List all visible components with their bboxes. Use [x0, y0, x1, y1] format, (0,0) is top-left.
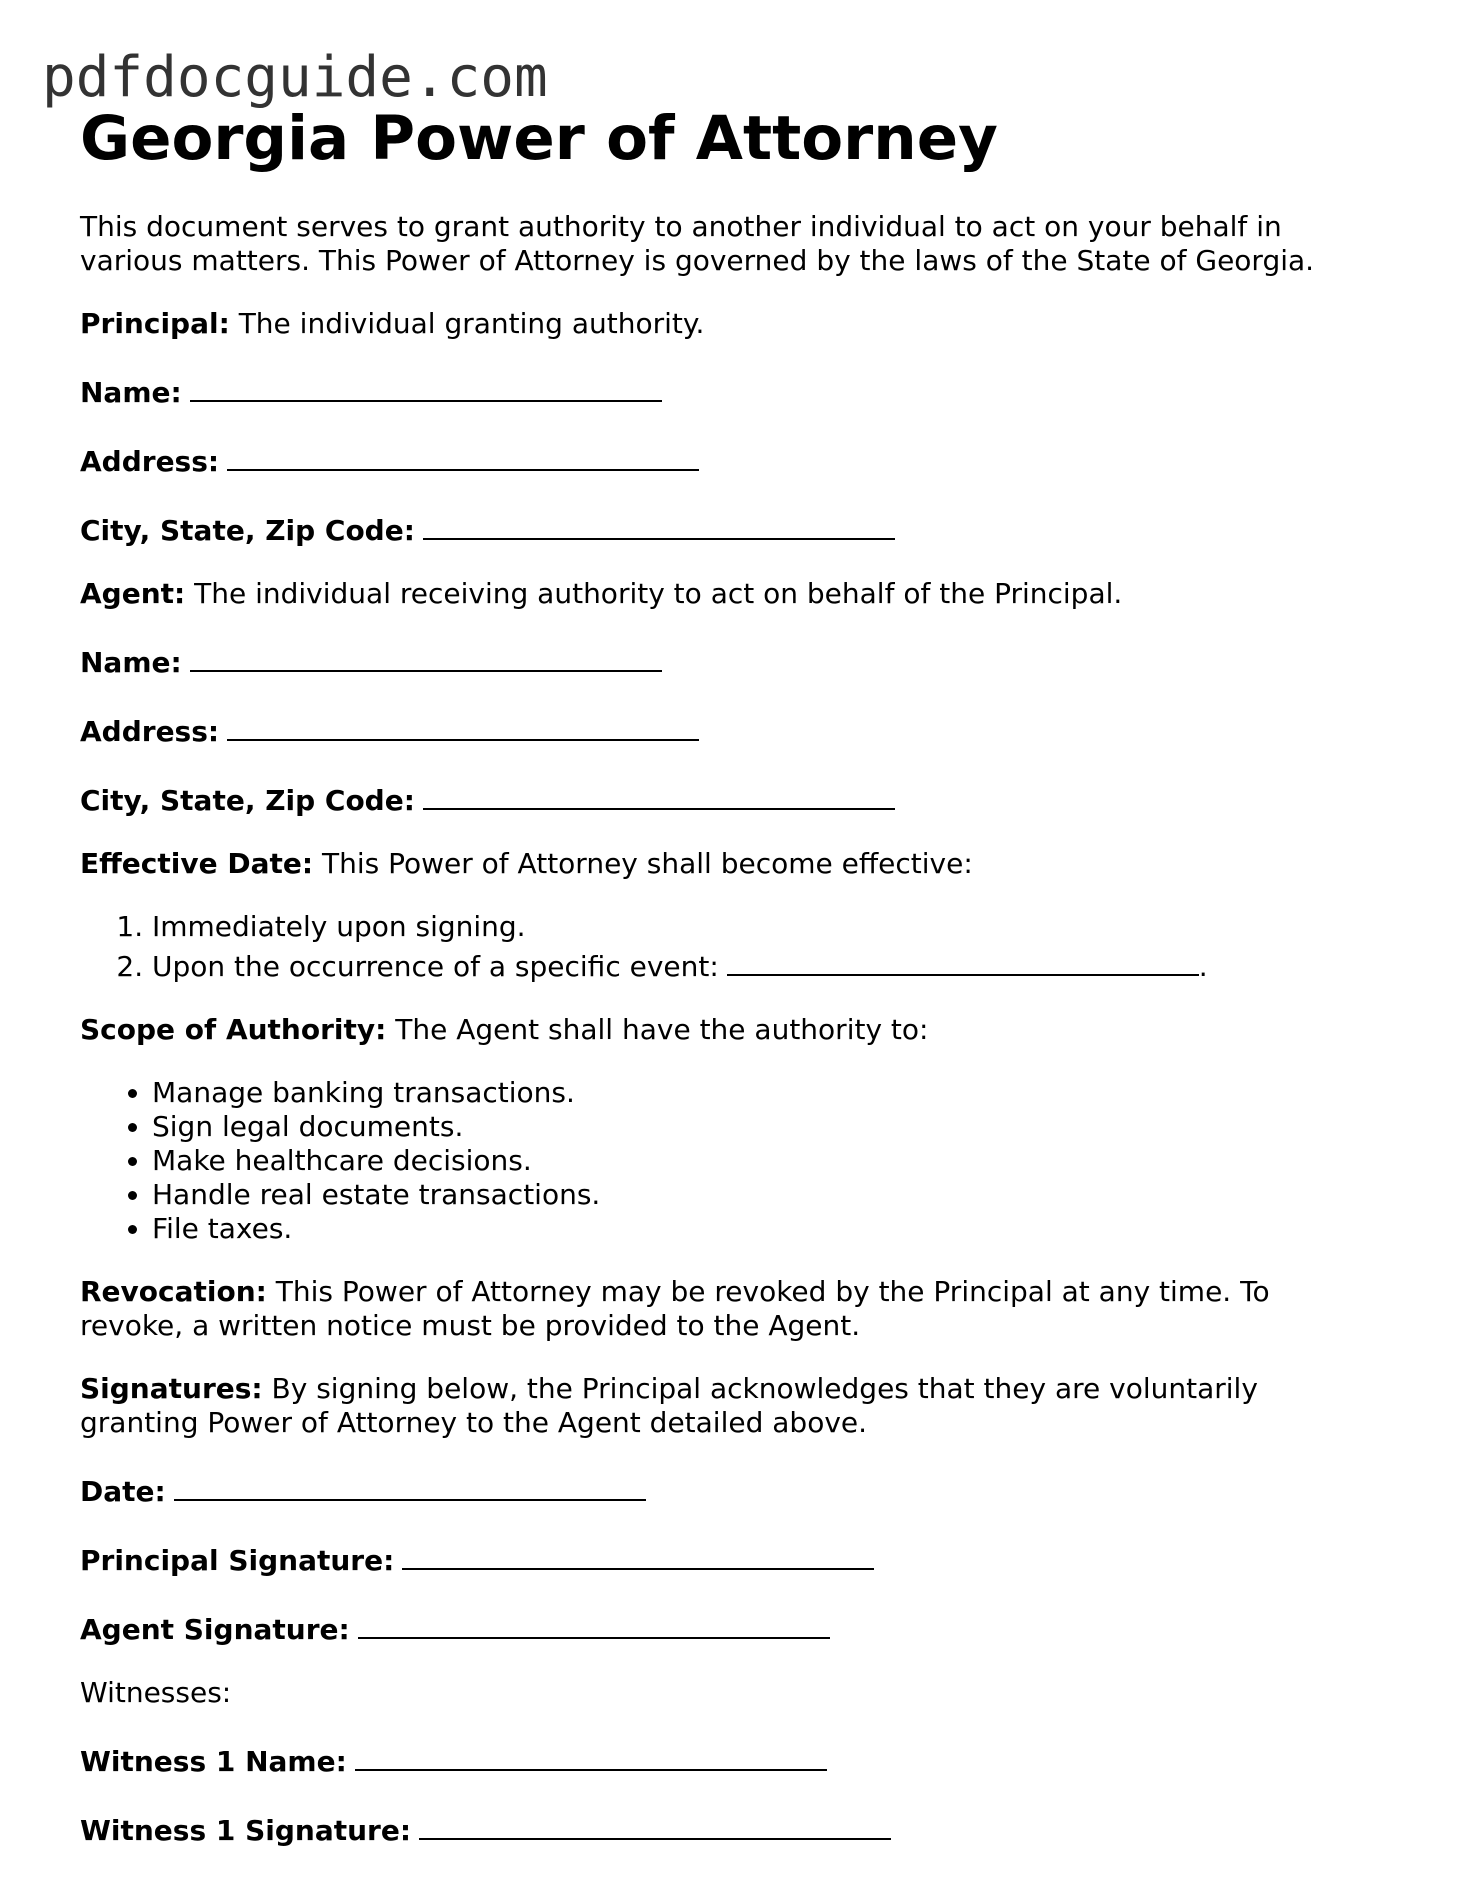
principal-signature-row [80, 1538, 1380, 1578]
agent-name-label: Name: [80, 646, 182, 679]
signatures-text: By signing below, the Principal acknowledges that they are voluntarily granting Power of Attorney to the Agent detailed above. [80, 1372, 1258, 1439]
agent-signature-row [80, 1607, 1380, 1647]
witness1-signature-label: Witness 1 Signature: [80, 1814, 412, 1847]
scope-heading: Scope of Authority: [80, 1013, 387, 1046]
effective-option-label: Immediately upon signing. [152, 910, 526, 943]
revocation-text: This Power of Attorney may be revoked by the Principal at any time. To revoke, a written notice must be provided to the Agent. [80, 1275, 1270, 1342]
witness1-signature-field[interactable] [419, 1808, 891, 1840]
agent-address-label: Address: [80, 715, 220, 748]
revocation-heading: Revocation: [80, 1275, 267, 1308]
list-item: • Make healthcare decisions. [152, 1144, 1380, 1178]
agent-name-field[interactable] [190, 640, 662, 672]
document-body [80, 210, 1380, 1877]
principal-heading: Principal: [80, 307, 230, 340]
witness1-signature-row [80, 1808, 1380, 1848]
witnesses-heading: Witnesses: [80, 1676, 232, 1709]
intro-paragraph: This document serves to grant authority to another individual to act on your behalf in various matters. This Power of Attorney is governed by the laws of the State of Georgia. [80, 210, 1315, 277]
effective-date-heading: Effective Date: [80, 847, 314, 880]
principal-address-field[interactable] [227, 439, 699, 471]
agent-address-field[interactable] [227, 709, 699, 741]
agent-city-label: City, State, Zip Code: [80, 784, 415, 817]
effective-date-options [80, 910, 1380, 984]
witness1-name-row [80, 1739, 1380, 1779]
list-item: • Handle real estate transactions. [152, 1178, 1380, 1212]
agent-section [80, 577, 1380, 611]
principal-name-row [80, 370, 1380, 410]
effective-date-section [80, 847, 1380, 881]
agent-signature-label: Agent Signature: [80, 1613, 350, 1646]
principal-name-label: Name: [80, 376, 182, 409]
principal-city-field[interactable] [423, 508, 895, 540]
witness1-name-label: Witness 1 Name: [80, 1745, 347, 1778]
principal-signature-field[interactable] [402, 1538, 874, 1570]
document-title: Georgia Power of Attorney [80, 103, 998, 174]
agent-description: The individual receiving authority to act on behalf of the Principal. [194, 577, 1123, 610]
agent-city-field[interactable] [423, 778, 895, 810]
list-item [152, 944, 1380, 984]
date-label: Date: [80, 1475, 166, 1508]
principal-name-field[interactable] [190, 370, 662, 402]
list-item [152, 910, 1380, 944]
scope-description: The Agent shall have the authority to: [395, 1013, 929, 1046]
principal-address-row [80, 439, 1380, 479]
agent-city-row [80, 778, 1380, 818]
witness1-name-field[interactable] [355, 1739, 827, 1771]
principal-city-row [80, 508, 1380, 548]
principal-description: The individual granting authority. [238, 307, 705, 340]
principal-address-label: Address: [80, 445, 220, 478]
agent-name-row [80, 640, 1380, 680]
watermark: pdfdocguide.com [42, 45, 548, 110]
scope-section [80, 1013, 1380, 1047]
principal-signature-label: Principal Signature: [80, 1544, 395, 1577]
date-field[interactable] [174, 1469, 646, 1501]
effective-option-label: Upon the occurrence of a specific event: [152, 950, 719, 983]
principal-section [80, 307, 1380, 341]
signatures-section [80, 1372, 1380, 1440]
scope-list [80, 1076, 1380, 1246]
option-period: . [1198, 950, 1208, 983]
agent-heading: Agent: [80, 577, 186, 610]
specific-event-field[interactable] [727, 944, 1199, 976]
agent-signature-field[interactable] [358, 1607, 830, 1639]
date-row [80, 1469, 1380, 1509]
principal-city-label: City, State, Zip Code: [80, 514, 415, 547]
list-item: • Manage banking transactions. [152, 1076, 1380, 1110]
signatures-heading: Signatures: [80, 1372, 263, 1405]
agent-address-row [80, 709, 1380, 749]
list-item: • Sign legal documents. [152, 1110, 1380, 1144]
list-item: • File taxes. [152, 1212, 1380, 1246]
revocation-section [80, 1275, 1380, 1343]
effective-date-description: This Power of Attorney shall become effective: [321, 847, 973, 880]
